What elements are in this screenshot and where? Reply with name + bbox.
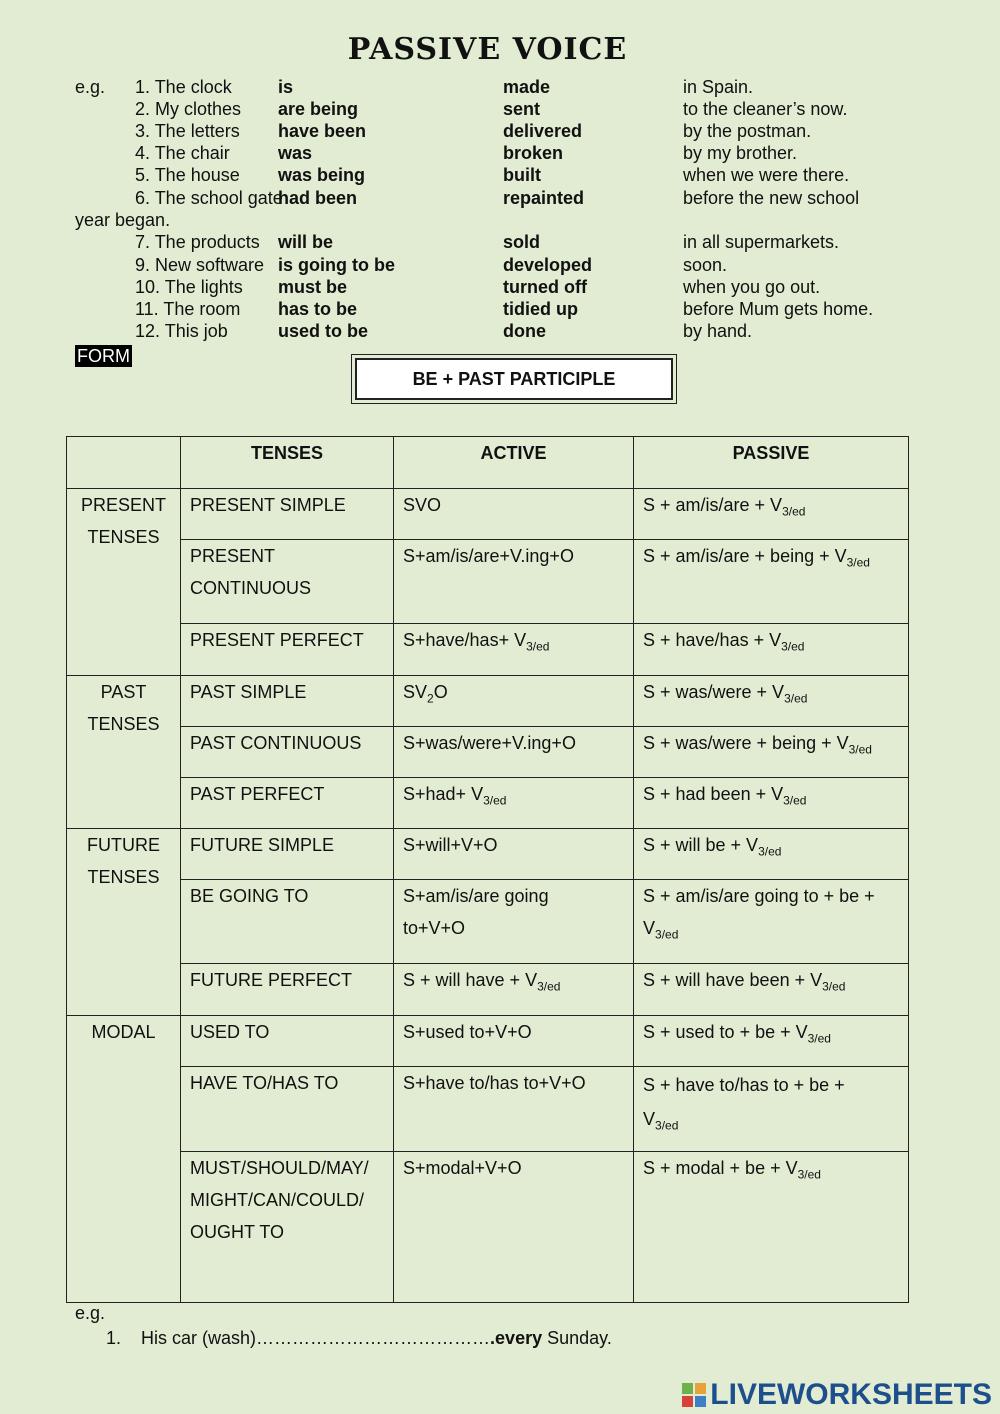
form-label: FORM: [77, 346, 130, 366]
passive-cell: S + have to/has to + be + $V_{3/ed}$: [634, 1067, 909, 1152]
passive-cell: S + will have been + $V_{3/ed}$: [634, 964, 909, 1016]
group-past: [67, 676, 181, 829]
example-complement: soon.: [683, 255, 728, 275]
table-header-passive: PASSIVE: [634, 437, 909, 489]
passive-cell: S + had been + $V_{3/ed}$: [634, 778, 909, 829]
example-auxiliary: have been: [278, 121, 367, 141]
example-complement: to the cleaner’s now.: [683, 99, 848, 119]
example-participle: developed: [503, 255, 593, 275]
tense-cell: PRESENT SIMPLE: [181, 489, 394, 540]
example-participle: tidied up: [503, 299, 578, 319]
example-participle: made: [503, 77, 551, 97]
tense-cell: BE GOING TO: [181, 880, 394, 964]
example-auxiliary: must be: [278, 277, 348, 297]
example-auxiliary: is going to be: [278, 255, 395, 275]
passive-cell: S + am/is/are going to + be + $V_{3/ed}$: [634, 880, 909, 964]
active-cell: $SV_2O$: [394, 676, 634, 727]
liveworksheets-logo: [681, 1378, 992, 1412]
active-cell: S+will+V+O: [394, 829, 634, 880]
formula-text: BE + PAST PARTICIPLE: [355, 358, 673, 400]
table-header-tenses: TENSES: [181, 437, 394, 489]
table-row: [67, 489, 909, 540]
active-cell: $S+had+ V_{3/ed}$: [394, 778, 634, 829]
example-complement: by my brother.: [683, 143, 798, 163]
example-subject: 6. The school gate: [135, 188, 283, 208]
example-participle: sold: [503, 232, 541, 252]
example-subject: 5. The house: [135, 165, 240, 185]
passive-cell: S + was/were + $V_{3/ed}$: [634, 676, 909, 727]
table-row: [67, 727, 909, 778]
group-label: TENSES: [87, 527, 160, 547]
group-label: TENSES: [87, 867, 160, 887]
tense-cell: FUTURE SIMPLE: [181, 829, 394, 880]
example-participle: built: [503, 165, 541, 185]
example-auxiliary: was: [278, 143, 313, 163]
group-present: [67, 489, 181, 676]
example-subject: 10. The lights: [135, 277, 243, 297]
example-auxiliary: used to be: [278, 321, 369, 341]
table-row: [67, 1067, 909, 1152]
example-auxiliary: are being: [278, 99, 359, 119]
example-auxiliary: had been: [278, 188, 358, 208]
example-participle: delivered: [503, 121, 583, 141]
table-row: [67, 880, 909, 964]
passive-cell: S + have/has + $V_{3/ed}$: [634, 624, 909, 676]
tense-cell: PRESENT PERFECT: [181, 624, 394, 676]
table-row: [67, 829, 909, 880]
active-cell: S + will have + $V_{3/ed}$: [394, 964, 634, 1016]
examples-label: e.g.: [75, 77, 106, 97]
table-row: [67, 1152, 909, 1303]
example-complement: in all supermarkets.: [683, 232, 840, 252]
example-complement: before Mum gets home.: [683, 299, 874, 319]
example-participle: done: [503, 321, 546, 341]
table-row: [67, 540, 909, 624]
table-row: [67, 964, 909, 1016]
formula-box: [351, 354, 677, 404]
example-6-continuation: year began.: [75, 210, 171, 230]
brand-text: LIVEWORKSHEETS: [710, 1378, 992, 1411]
group-label: FUTURE: [87, 835, 160, 855]
page-title: PASSIVE VOICE: [347, 32, 628, 67]
active-cell: SVO: [394, 489, 634, 540]
example-complement: in Spain.: [683, 77, 754, 97]
active-cell: S+am/is/are+V.ing+O: [394, 540, 634, 624]
tense-cell: PRESENT CONTINUOUS: [181, 540, 394, 624]
passive-cell: $S + am/is/are + V_{3/ed}$: [634, 489, 909, 540]
example-auxiliary: was being: [278, 165, 366, 185]
example-subject: 3. The letters: [135, 121, 240, 141]
example-subject: 11. The room: [135, 299, 241, 319]
group-label: TENSES: [87, 714, 160, 734]
tense-cell: HAVE TO/HAS TO: [181, 1067, 394, 1152]
table-row: [67, 778, 909, 829]
passive-cell: S + used to + be + $V_{3/ed}$: [634, 1016, 909, 1067]
example-complement: before the new school: [683, 188, 860, 208]
tense-cell: MUST/SHOULD/MAY/ MIGHT/CAN/COULD/ OUGHT TO: [181, 1152, 394, 1303]
group-label: PAST: [100, 682, 147, 702]
table-row: [67, 1016, 909, 1067]
exercise-tail: Sunday.: [542, 1328, 612, 1348]
exercise-bold: .every: [490, 1328, 543, 1348]
example-participle: repainted: [503, 188, 585, 208]
passive-cell: S + was/were + being + $V_{3/ed}$: [634, 727, 909, 778]
table-row: [67, 676, 909, 727]
exercise-item: [106, 1328, 612, 1349]
exercise-prompt: His car (wash)…………………………………: [141, 1328, 491, 1348]
example-subject: 7. The products: [135, 232, 260, 252]
example-auxiliary: has to be: [278, 299, 358, 319]
example-complement: by the postman.: [683, 121, 812, 141]
example-subject: 12. This job: [135, 321, 228, 341]
example-subject: 1. The clock: [135, 77, 232, 97]
example-complement: when you go out.: [683, 277, 821, 297]
exercise-number: 1.: [106, 1328, 122, 1348]
active-cell: S+was/were+V.ing+O: [394, 727, 634, 778]
tense-cell: PAST SIMPLE: [181, 676, 394, 727]
group-future: [67, 829, 181, 1016]
passive-cell: S + am/is/are + being + $V_{3/ed}$: [634, 540, 909, 624]
example-auxiliary: will be: [278, 232, 334, 252]
table-header-empty: [67, 437, 181, 489]
example-complement: when we were there.: [683, 165, 850, 185]
example-participle: sent: [503, 99, 541, 119]
tense-cell: PAST CONTINUOUS: [181, 727, 394, 778]
tense-cell: USED TO: [181, 1016, 394, 1067]
table-header-row: [67, 437, 909, 489]
table-row: [67, 624, 909, 676]
group-modal: MODAL: [67, 1016, 181, 1303]
tense-table: [66, 436, 909, 1303]
example-auxiliary: is: [278, 77, 294, 97]
group-label: PRESENT: [80, 495, 167, 515]
active-cell: S+modal+V+O: [394, 1152, 634, 1303]
exercise-label: e.g.: [75, 1303, 106, 1323]
table-header-active: ACTIVE: [394, 437, 634, 489]
example-subject: 4. The chair: [135, 143, 230, 163]
active-cell: S+have/has+ $V_{3/ed}$: [394, 624, 634, 676]
passive-cell: S + modal + be + $V_{3/ed}$: [634, 1152, 909, 1303]
active-cell: S+have to/has to+V+O: [394, 1067, 634, 1152]
passive-cell: S + will be + $V_{3/ed}$: [634, 829, 909, 880]
example-participle: turned off: [503, 277, 587, 297]
tense-cell: PAST PERFECT: [181, 778, 394, 829]
active-cell: S+used to+V+O: [394, 1016, 634, 1067]
example-participle: broken: [503, 143, 564, 163]
liveworksheets-icon: [681, 1382, 707, 1408]
tense-cell: FUTURE PERFECT: [181, 964, 394, 1016]
example-subject: 9. New software: [135, 255, 265, 275]
example-complement: by hand.: [683, 321, 753, 341]
active-cell: S+am/is/are going to+V+O: [394, 880, 634, 964]
example-subject: 2. My clothes: [135, 99, 242, 119]
